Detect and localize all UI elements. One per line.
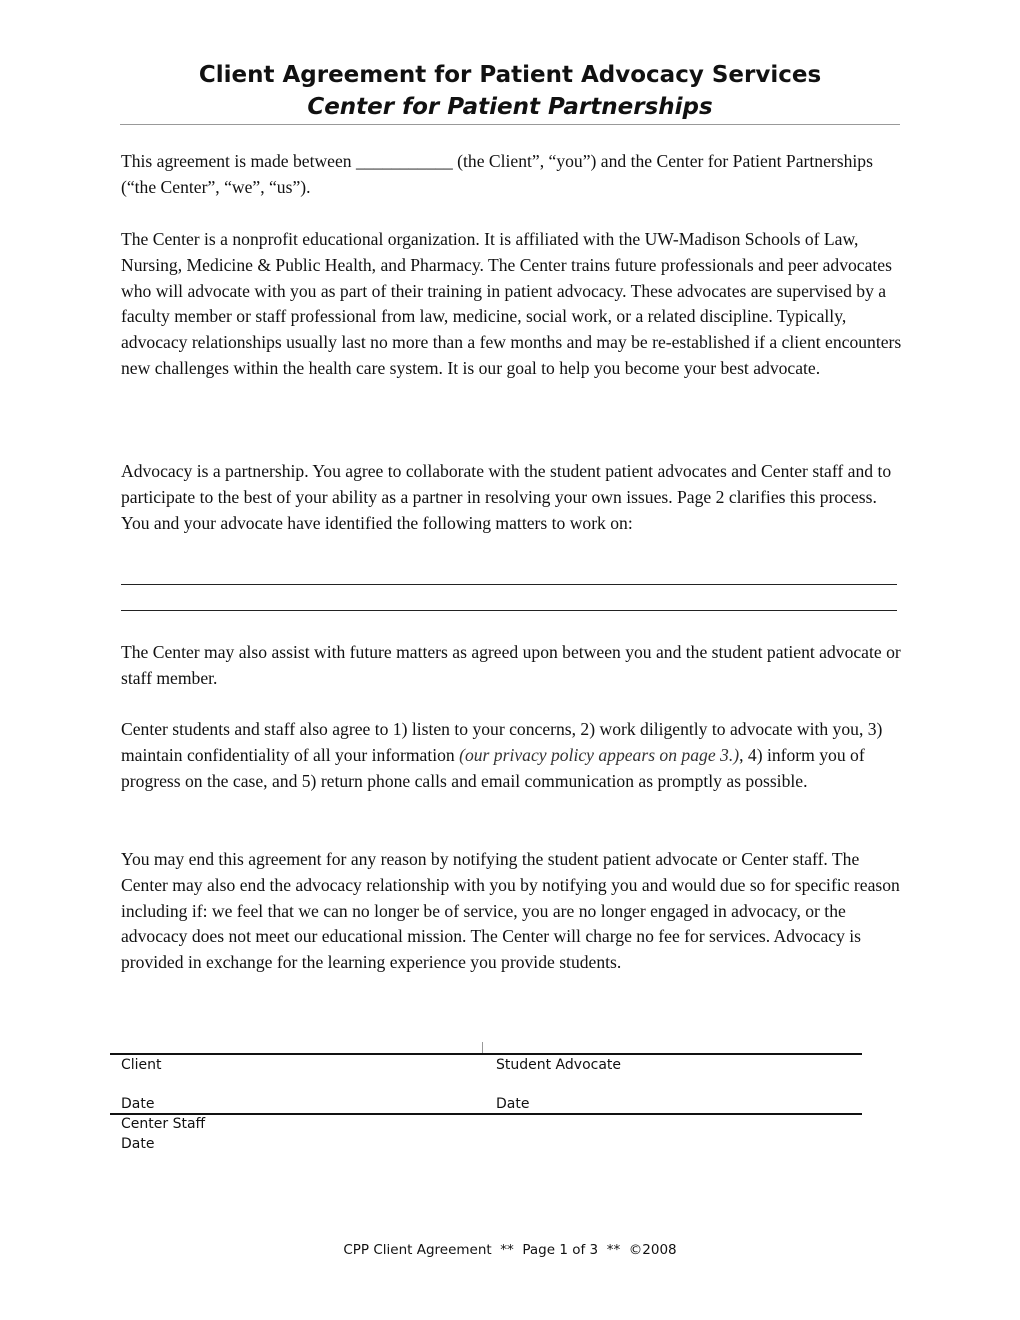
commitments-text: Center students and staff also agree to 1) listen to your concerns, 2) work diligently to advocate with you, 3) maintain confidentiality of all your information bbox=[121, 719, 883, 765]
client-label: Client bbox=[121, 1057, 162, 1073]
advocate-date-label: Date bbox=[496, 1096, 530, 1112]
staff-date-label: Date bbox=[121, 1136, 155, 1152]
paragraph-parties: This agreement is made between ___________ (the Client”, “you”) and the Center for Patient Partnerships (“the Center”, “we”, “us”). bbox=[121, 151, 873, 197]
paragraph-future-matters: The Center may also assist with future matters as agreed upon between you and the student patient advocate or staff member. bbox=[121, 642, 901, 688]
center-staff-label: Center Staff bbox=[121, 1116, 206, 1132]
paragraph-commitments bbox=[121, 717, 903, 794]
signature-line-1[interactable] bbox=[110, 1053, 862, 1055]
matters-line-1[interactable] bbox=[121, 584, 897, 585]
signature-line-2[interactable] bbox=[110, 1113, 862, 1115]
page-footer: CPP Client Agreement ** Page 1 of 3 ** ©2008 bbox=[343, 1242, 677, 1258]
title-rule bbox=[120, 124, 900, 125]
paragraph-partnership: Advocacy is a partnership. You agree to collaborate with the student patient advocates and Center staff and to participate to the best of your ability as a partner in resolving your own issues. Page 2 clarifies this process. You and your advocate have identified the following matters to work on: bbox=[121, 461, 892, 533]
paragraph-termination: You may end this agreement for any reason by notifying the student patient advocate or Center staff. The Center may also end the advocacy relationship with you by notifying you and would due so for specific reason including if: we feel that we can no longer be of service, you are no longer engaged in advocacy, or the advocacy does not meet our educational mission. The Center will charge no fee for services. Advocacy is provided in exchange for the learning experience you provide students. bbox=[121, 849, 900, 973]
commitments-text-end: , 4) inform you of progress on the case, and 5) return phone calls and email communication as promptly as possible. bbox=[121, 744, 865, 791]
paragraph-about-center: The Center is a nonprofit educational organization. It is affiliated with the UW-Madison Schools of Law, Nursing, Medicine & Public Health, and Pharmacy. The Center trains future professionals and peer advocates who will advocate with you as part of their training in patient advocacy. These advocates are supervised by a faculty member or staff professional from law, medicine, social work, or a related discipline. Typically, advocacy relationships usually last no more than a few months and may be re-established if a client encounters new challenges within the health care system. It is our goal to help you become your best advocate. bbox=[121, 229, 902, 378]
student-advocate-label: Student Advocate bbox=[496, 1057, 622, 1073]
document-title: Client Agreement for Patient Advocacy Services bbox=[198, 62, 822, 88]
matters-line-2[interactable] bbox=[121, 610, 897, 611]
client-date-label: Date bbox=[121, 1096, 155, 1112]
privacy-note: (our privacy policy appears on page 3.) bbox=[459, 744, 740, 765]
cursor-mark bbox=[482, 1042, 483, 1053]
document-subtitle: Center for Patient Partnerships bbox=[307, 94, 713, 120]
